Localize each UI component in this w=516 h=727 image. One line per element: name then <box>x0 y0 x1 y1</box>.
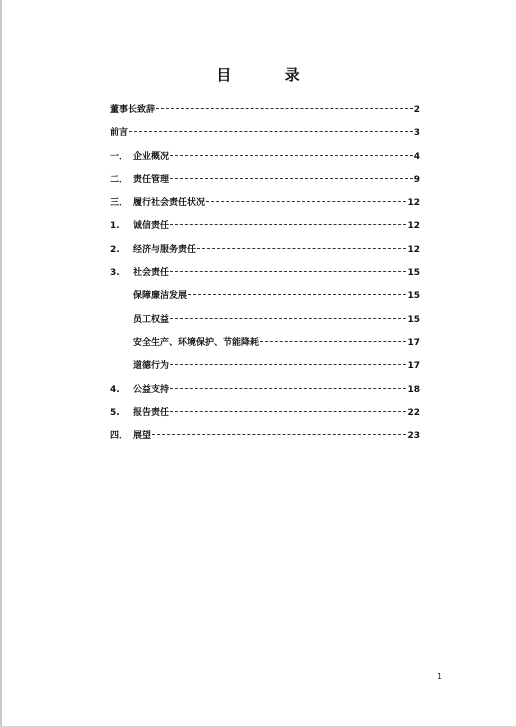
toc-entry-text: 安全生产、环境保护、节能降耗 <box>133 337 260 348</box>
toc-entry-text: 责任管理 <box>133 174 170 185</box>
toc-entry-clean-development[interactable] <box>110 289 420 312</box>
toc-entry-text: 员工权益 <box>133 314 170 325</box>
toc-leader-dots <box>197 248 406 249</box>
toc-leader-dots <box>170 178 413 179</box>
toc-leader-dots <box>170 388 406 389</box>
toc-entry-text: 诚信责任 <box>133 221 170 232</box>
toc-entry-outlook[interactable] <box>110 429 420 452</box>
toc-entry-text: 展望 <box>133 431 152 442</box>
toc-entry-public-welfare[interactable] <box>110 383 420 406</box>
toc-leader-dots <box>170 224 406 225</box>
toc-entry-ethics[interactable] <box>110 359 420 382</box>
toc-entry-employee-rights[interactable] <box>110 313 420 336</box>
toc-entry-text: 履行社会责任状况 <box>133 198 206 209</box>
toc-entry-number: 1. <box>110 221 120 232</box>
toc-list <box>110 103 420 452</box>
toc-entry-chairman-address[interactable] <box>110 103 420 126</box>
toc-entry-page: 23 <box>407 431 420 442</box>
toc-entry-company-overview[interactable] <box>110 150 420 173</box>
footer-page-number: 1 <box>437 672 443 681</box>
toc-entry-economic-service[interactable] <box>110 243 420 266</box>
toc-entry-preface[interactable] <box>110 126 420 149</box>
toc-entry-number: 2. <box>110 244 120 255</box>
toc-entry-page: 12 <box>407 244 420 255</box>
toc-entry-number: 二． <box>110 174 129 185</box>
toc-leader-dots <box>170 318 406 319</box>
toc-entry-number: 5. <box>110 407 120 418</box>
toc-leader-dots <box>170 364 406 365</box>
toc-entry-text: 保障廉洁发展 <box>133 291 188 302</box>
toc-entry-safety-environment[interactable] <box>110 336 420 359</box>
toc-entry-number: 三． <box>110 198 129 209</box>
toc-entry-page: 9 <box>413 174 420 185</box>
toc-entry-number: 四． <box>110 431 129 442</box>
toc-leader-dots <box>188 294 406 295</box>
toc-entry-reporting[interactable] <box>110 406 420 429</box>
toc-leader-dots <box>170 411 406 412</box>
toc-entry-page: 15 <box>407 314 420 325</box>
toc-entry-page: 12 <box>407 198 420 209</box>
toc-entry-responsibility-management[interactable] <box>110 173 420 196</box>
toc-title: 目 录 <box>216 66 324 84</box>
toc-leader-dots <box>129 131 413 132</box>
toc-entry-text: 前言 <box>110 128 129 139</box>
toc-entry-page: 15 <box>407 291 420 302</box>
toc-leader-dots <box>170 271 406 272</box>
toc-entry-text: 董事长致辞 <box>110 105 156 115</box>
toc-entry-page: 4 <box>413 151 420 162</box>
toc-entry-text: 企业概况 <box>133 151 170 162</box>
toc-entry-page: 15 <box>407 268 420 279</box>
toc-entry-number: 一． <box>110 151 129 162</box>
toc-entry-social[interactable] <box>110 266 420 289</box>
toc-entry-page: 12 <box>407 221 420 232</box>
toc-leader-dots <box>156 108 413 109</box>
toc-entry-page: 3 <box>413 128 420 139</box>
toc-entry-text: 社会责任 <box>133 268 170 279</box>
toc-entry-page: 22 <box>407 407 420 418</box>
toc-entry-page: 17 <box>407 337 420 348</box>
toc-entry-text: 报告责任 <box>133 407 170 418</box>
toc-leader-dots <box>260 341 406 342</box>
toc-entry-text: 公益支持 <box>133 384 170 395</box>
toc-entry-page: 18 <box>407 384 420 395</box>
page-left-edge <box>0 0 2 727</box>
toc-leader-dots <box>152 434 406 435</box>
toc-entry-social-responsibility-status[interactable] <box>110 196 420 219</box>
toc-leader-dots <box>170 155 413 156</box>
toc-entry-number: 4. <box>110 384 120 395</box>
toc-leader-dots <box>206 201 406 202</box>
toc-entry-text: 道德行为 <box>133 361 170 372</box>
toc-entry-number: 3. <box>110 268 120 279</box>
toc-entry-page: 2 <box>413 105 420 115</box>
toc-entry-integrity[interactable] <box>110 219 420 242</box>
toc-entry-page: 17 <box>407 361 420 372</box>
toc-entry-text: 经济与服务责任 <box>133 244 197 255</box>
